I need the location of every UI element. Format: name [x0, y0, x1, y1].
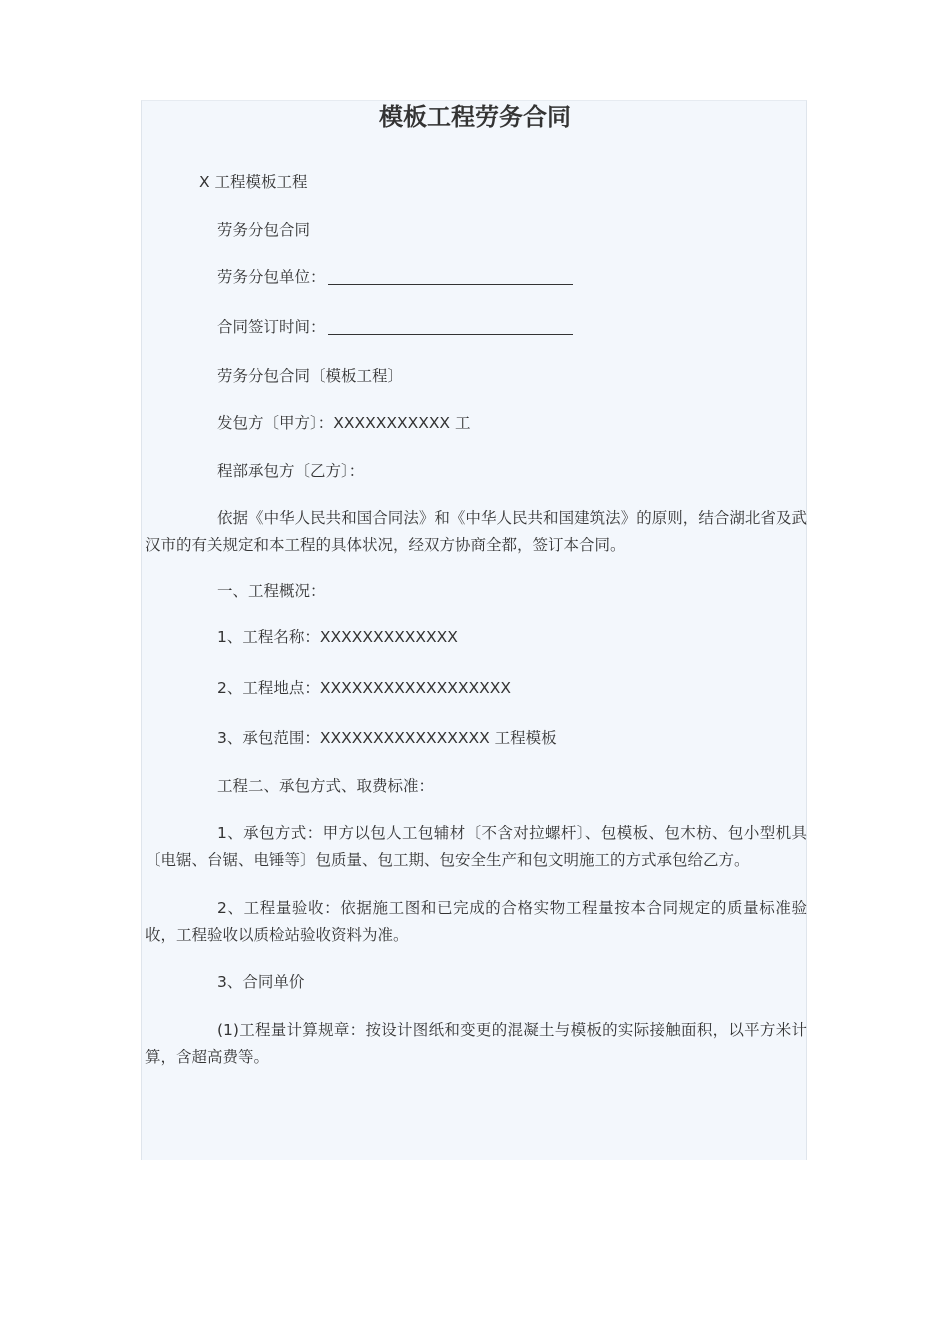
- contract-subtitle: 劳务分包合同: [217, 221, 311, 239]
- section2-heading: 工程二、承包方式、取费标准：: [217, 777, 435, 795]
- unit-price-heading: 3、合同单价: [217, 973, 305, 991]
- subcontract-unit-label: 劳务分包单位：: [217, 268, 326, 286]
- sign-time-row: [217, 317, 573, 337]
- item-project-location: 2、工程地点：XXXXXXXXXXXXXXXXXX: [217, 679, 511, 697]
- project-line: X 工程模板工程: [199, 173, 308, 191]
- section1-heading: 一、工程概况：: [217, 582, 326, 600]
- acceptance-paragraph: 2、工程量验收：依据施工图和已完成的合格实物工程量按本合同规定的质量标准验收，工程验收以质检站验收资料为准。: [145, 899, 807, 944]
- party-b-line: 程部承包方〔乙方〕：: [217, 462, 365, 480]
- subcontract-unit-row: [217, 267, 573, 287]
- subcontract-unit-blank: [328, 268, 573, 285]
- sign-time-blank: [328, 318, 573, 335]
- sign-time-label: 合同签订时间：: [217, 318, 326, 336]
- intro-paragraph: 依据《中华人民共和国合同法》和《中华人民共和国建筑法》的原则，结合湖北省及武汉市的有关规定和本工程的具体状况，经双方协商全都，签订本合同。: [145, 509, 807, 554]
- document-title: 模板工程劳务合同: [379, 103, 571, 131]
- calc-paragraph: (1)工程量计算规章：按设计图纸和变更的混凝土与模板的实际接触面积，以平方米计算，含超高费等。: [145, 1021, 807, 1066]
- party-a-line: 发包方〔甲方〕：XXXXXXXXXXX 工: [217, 414, 471, 432]
- item-project-name: 1、工程名称：XXXXXXXXXXXXX: [217, 628, 458, 646]
- contract-type: 劳务分包合同〔模板工程〕: [217, 367, 404, 385]
- item-contract-scope: 3、承包范围：XXXXXXXXXXXXXXXX 工程模板: [217, 729, 557, 747]
- method-paragraph: 1、承包方式：甲方以包人工包辅材〔不含对拉螺杆〕、包模板、包木枋、包小型机具〔电锯、台锯、电锤等〕包质量、包工期、包安全生产和包文明施工的方式承包给乙方。: [145, 824, 807, 869]
